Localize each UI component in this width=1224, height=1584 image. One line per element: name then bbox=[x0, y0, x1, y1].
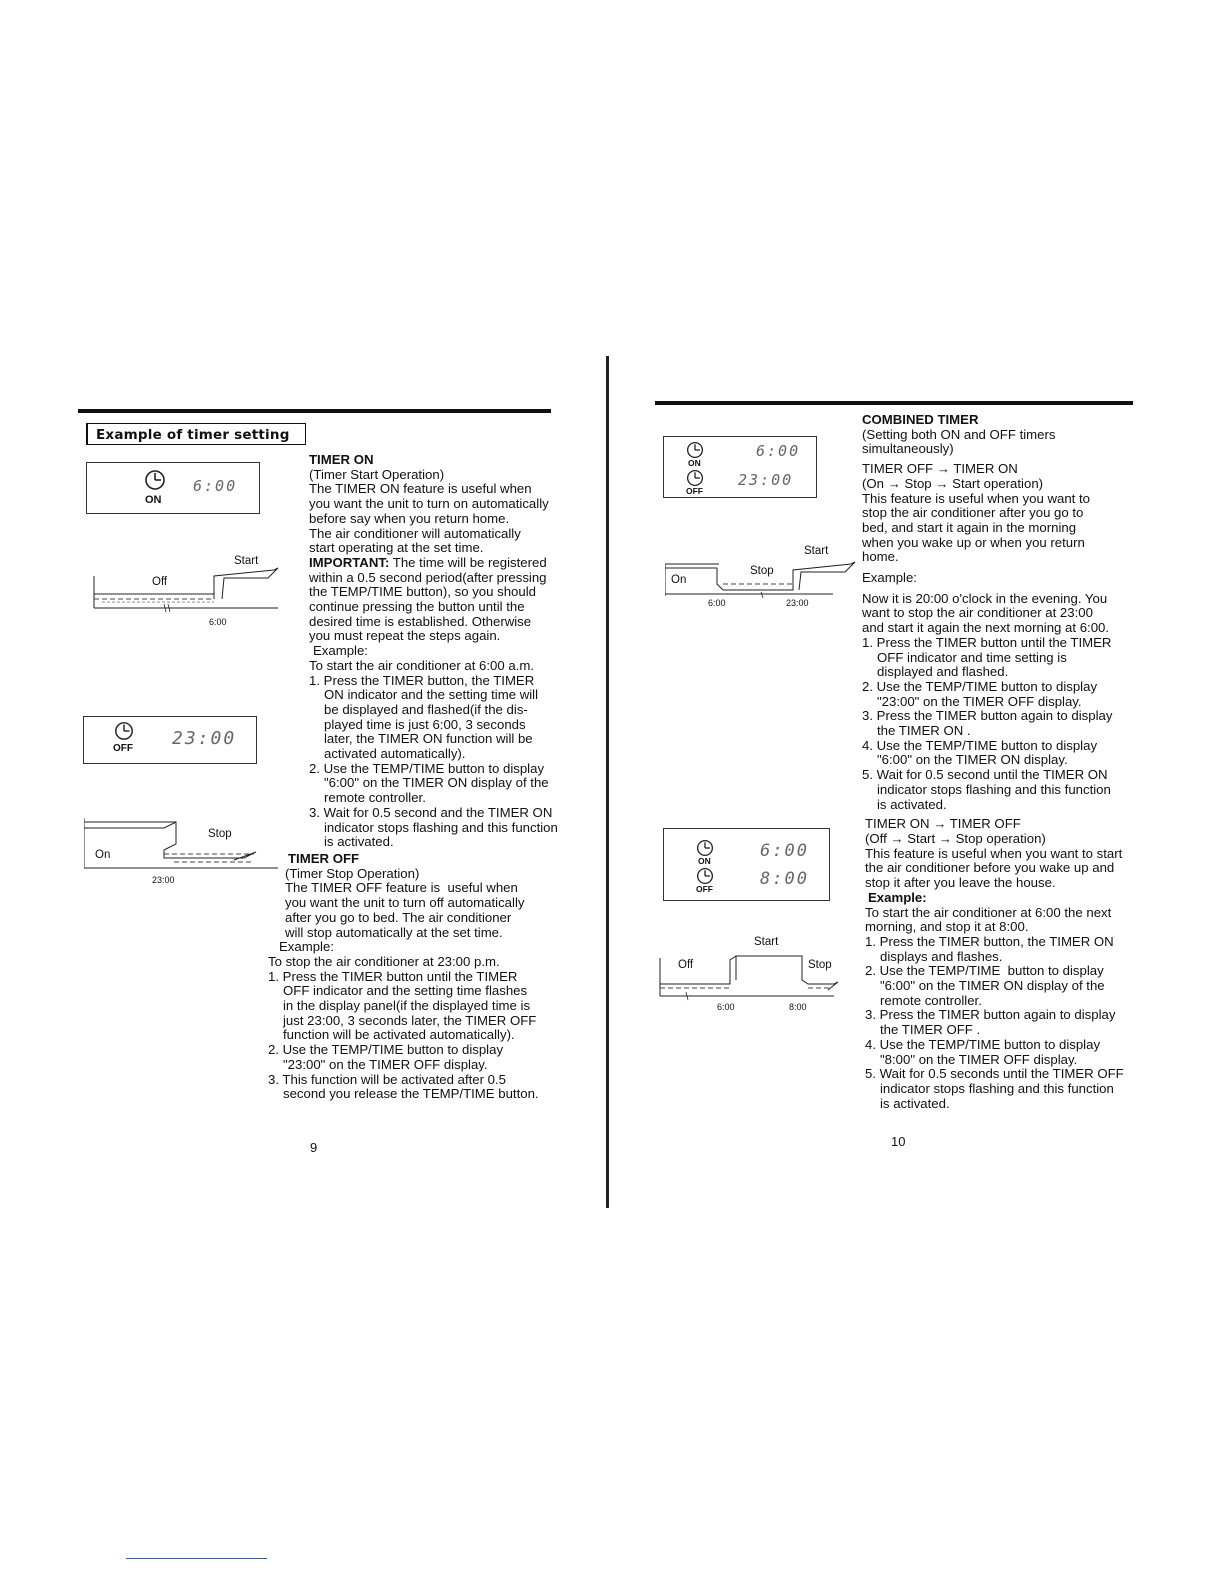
text-line: you must repeat the steps again. bbox=[309, 628, 501, 644]
display-time: 6:00 bbox=[193, 477, 238, 495]
mode1-steps bbox=[862, 636, 1152, 812]
step-line: 5. Wait for 0.5 second until the TIMER ON bbox=[862, 767, 1108, 783]
timer-off-description bbox=[285, 867, 568, 941]
step-continuation: "6:00" on the TIMER ON display of the bbox=[324, 775, 549, 791]
left-header-rule bbox=[78, 409, 551, 413]
text-line: (Timer Start Operation) bbox=[309, 466, 445, 482]
timer-on-display bbox=[86, 462, 260, 514]
text-line: Now it is 20:00 o'clock in the evening. You bbox=[862, 590, 1108, 606]
mode2-title: TIMER ON → TIMER OFF bbox=[865, 816, 1021, 832]
combined-chart-a bbox=[665, 554, 865, 604]
timer-on-chart bbox=[92, 556, 292, 628]
clock-icon bbox=[144, 469, 166, 491]
clock-icon bbox=[686, 441, 704, 459]
page-number: 9 bbox=[310, 1140, 318, 1155]
mode2-sub: (Off → Start → Stop operation) bbox=[865, 830, 1046, 846]
combined-timer-section bbox=[862, 413, 1152, 1111]
text-line: This feature is useful when you want to bbox=[862, 490, 1090, 506]
text-line: The TIMER OFF feature is useful when bbox=[285, 880, 518, 896]
mode2-example-label: Example: bbox=[868, 889, 927, 905]
step-line: 3. This function will be activated after 0.5 bbox=[268, 1071, 506, 1087]
step-continuation: remote controller. bbox=[880, 992, 982, 1008]
step-continuation: "23:00" on the TIMER OFF display. bbox=[877, 693, 1082, 709]
step-continuation: function will be activated automatically). bbox=[283, 1027, 515, 1043]
mode2-example bbox=[865, 906, 1152, 935]
text-line: The air conditioner will automatically bbox=[309, 525, 521, 541]
chart-time2-label: 23:00 bbox=[786, 598, 809, 608]
timer-on-description bbox=[309, 468, 579, 556]
timer-off-heading: TIMER OFF bbox=[288, 851, 360, 866]
on-time: 6:00 bbox=[756, 442, 801, 460]
text-line: (Timer Stop Operation) bbox=[285, 865, 420, 881]
on-label: ON bbox=[698, 856, 711, 866]
step-continuation: be displayed and flashed(if the dis- bbox=[324, 701, 528, 717]
combined-display-a bbox=[663, 436, 817, 498]
example-label: Example: bbox=[313, 643, 368, 659]
timer-off-section bbox=[268, 852, 568, 1102]
step-continuation: later, the TIMER ON function will be bbox=[324, 731, 533, 747]
step-line: 5. Wait for 0.5 seconds until the TIMER OFF bbox=[865, 1066, 1124, 1082]
combined-subtitle bbox=[862, 428, 1152, 457]
chart-event2-label: Start bbox=[804, 545, 829, 557]
step-continuation: displays and flashes. bbox=[880, 948, 1003, 964]
text-line: within a 0.5 second period(after pressing bbox=[309, 569, 547, 585]
step-continuation: in the display panel(if the displayed time is bbox=[283, 998, 531, 1014]
mode1-example bbox=[862, 592, 1152, 636]
display-time: 23:00 bbox=[172, 728, 237, 749]
step-continuation: the TIMER OFF . bbox=[880, 1022, 981, 1038]
section-title: Example of timer setting bbox=[86, 423, 306, 445]
timer-on-steps bbox=[309, 674, 579, 850]
text-line: desired time is established. Otherwise bbox=[309, 613, 532, 629]
important-label: IMPORTANT: bbox=[309, 554, 390, 570]
text-line: after you go to bed. The air conditioner bbox=[285, 909, 512, 925]
step-line: 4. Use the TEMP/TIME button to display bbox=[865, 1036, 1101, 1052]
important-lines bbox=[309, 571, 579, 645]
text-line: home. bbox=[862, 549, 899, 565]
chart-event2-label: Stop bbox=[808, 959, 832, 971]
step-continuation: is activated. bbox=[880, 1095, 950, 1111]
clock-icon bbox=[686, 469, 704, 487]
text-line: you want the unit to turn on automatically bbox=[309, 496, 549, 512]
step-line: 2. Use the TEMP/TIME button to display bbox=[309, 760, 545, 776]
text-line: want to stop the air conditioner at 23:00 bbox=[862, 605, 1093, 621]
text-line: and start it again the next morning at 6:00. bbox=[862, 620, 1110, 636]
mode1-sub: (On → Stop → Start operation) bbox=[862, 475, 1044, 491]
combined-chart-b bbox=[658, 950, 848, 1002]
text-line: start operating at the set time. bbox=[309, 540, 484, 556]
important-first-line: The time will be registered bbox=[389, 554, 547, 570]
step-line: 4. Use the TEMP/TIME button to display bbox=[862, 737, 1098, 753]
step-continuation: "8:00" on the TIMER OFF display. bbox=[880, 1051, 1078, 1067]
step-continuation: activated automatically). bbox=[324, 746, 466, 762]
text-line: bed, and start it again in the morning bbox=[862, 519, 1077, 535]
off-label: OFF bbox=[686, 486, 703, 496]
text-line: This feature is useful when you want to start bbox=[865, 845, 1123, 861]
on-time: 6:00 bbox=[760, 841, 809, 861]
step-continuation: played time is just 6:00, 3 seconds bbox=[324, 716, 526, 732]
mode1-title: TIMER OFF → TIMER ON bbox=[862, 461, 1018, 477]
mode1-description bbox=[862, 492, 1152, 566]
step-continuation: displayed and flashed. bbox=[877, 664, 1009, 680]
step-continuation: is activated. bbox=[324, 834, 394, 850]
clock-icon bbox=[114, 721, 134, 741]
example-intro: To stop the air conditioner at 23:00 p.m. bbox=[268, 953, 500, 969]
timer-off-display bbox=[83, 716, 257, 764]
page-divider bbox=[606, 356, 609, 1208]
off-time: 23:00 bbox=[738, 471, 794, 489]
step-line: 3. Press the TIMER button again to display bbox=[865, 1007, 1116, 1023]
page-number: 10 bbox=[891, 1134, 906, 1149]
chart-time1-label: 6:00 bbox=[717, 1002, 735, 1012]
combined-display-b bbox=[663, 828, 830, 901]
step-continuation: the TIMER ON . bbox=[877, 723, 971, 739]
text-line: you want the unit to turn off automatically bbox=[285, 895, 525, 911]
timer-off-chart bbox=[84, 816, 284, 872]
text-line: will stop automatically at the set time. bbox=[285, 924, 503, 940]
chart-time1-label: 6:00 bbox=[708, 598, 726, 608]
step-continuation: indicator stops flashing and this function bbox=[880, 1080, 1114, 1096]
step-line: 3. Press the TIMER button again to display bbox=[862, 708, 1113, 724]
step-continuation: "6:00" on the TIMER ON display. bbox=[877, 752, 1068, 768]
chart-event1-label: Start bbox=[754, 936, 779, 948]
clock-icon bbox=[696, 867, 714, 885]
text-line: before say when you return home. bbox=[309, 510, 510, 526]
off-time: 8:00 bbox=[760, 869, 809, 889]
chart-event-label: Start bbox=[234, 555, 259, 567]
text-line: morning, and stop it at 8:00. bbox=[865, 919, 1029, 935]
timer-on-section bbox=[309, 453, 579, 850]
chart-event-label: Stop bbox=[208, 828, 232, 840]
step-line: 2. Use the TEMP/TIME button to display bbox=[862, 678, 1098, 694]
text-line: stop the air conditioner after you go to bbox=[862, 505, 1084, 521]
step-line: 2. Use the TEMP/TIME button to display bbox=[865, 963, 1104, 979]
right-header-rule bbox=[655, 401, 1133, 405]
text-line: simultaneously) bbox=[862, 441, 954, 457]
step-continuation: "23:00" on the TIMER OFF display. bbox=[283, 1056, 488, 1072]
text-line: To start the air conditioner at 6:00 the next bbox=[865, 904, 1112, 920]
clock-icon bbox=[696, 839, 714, 857]
step-continuation: is activated. bbox=[877, 796, 947, 812]
example-intro: To start the air conditioner at 6:00 a.m. bbox=[309, 657, 535, 673]
step-line: 2. Use the TEMP/TIME button to display bbox=[268, 1042, 504, 1058]
text-line: (Setting both ON and OFF timers bbox=[862, 426, 1056, 442]
chart-state-label: On bbox=[95, 849, 111, 861]
step-continuation: second you release the TEMP/TIME button. bbox=[283, 1086, 539, 1102]
mode2-steps bbox=[865, 935, 1152, 1111]
chart-state-label: Off bbox=[678, 959, 694, 971]
step-continuation: remote controller. bbox=[324, 790, 426, 806]
step-continuation: ON indicator and the setting time will bbox=[324, 687, 539, 703]
on-label: ON bbox=[145, 494, 162, 506]
step-continuation: "6:00" on the TIMER ON display of the bbox=[880, 978, 1105, 994]
step-line: 3. Wait for 0.5 second and the TIMER ON bbox=[309, 804, 553, 820]
text-line: continue pressing the button until the bbox=[309, 599, 525, 615]
chart-time2-label: 8:00 bbox=[789, 1002, 807, 1012]
chart-state-label: Off bbox=[152, 576, 168, 588]
off-label: OFF bbox=[696, 884, 713, 894]
example-label: Example: bbox=[279, 939, 334, 955]
timer-off-steps bbox=[268, 970, 568, 1102]
step-continuation: OFF indicator and time setting is bbox=[877, 649, 1067, 665]
on-label: ON bbox=[688, 458, 701, 468]
text-line: when you wake up or when you return bbox=[862, 534, 1085, 550]
mode2-description bbox=[865, 847, 1152, 891]
step-line: 1. Press the TIMER button until the TIMER bbox=[268, 968, 518, 984]
off-label: OFF bbox=[113, 743, 133, 754]
step-continuation: OFF indicator and the setting time flashes bbox=[283, 983, 528, 999]
step-continuation: indicator stops flashing and this function bbox=[324, 819, 558, 835]
text-line: The TIMER ON feature is useful when bbox=[309, 481, 532, 497]
chart-event1-label: Stop bbox=[750, 565, 774, 577]
blue-link-line bbox=[126, 1558, 267, 1559]
combined-heading: COMBINED TIMER bbox=[862, 412, 979, 427]
mode1-example-label: Example: bbox=[862, 570, 917, 586]
step-line: 1. Press the TIMER button, the TIMER bbox=[309, 672, 535, 688]
timer-on-heading: TIMER ON bbox=[309, 452, 374, 467]
step-continuation: just 23:00, 3 seconds later, the TIMER OFF bbox=[283, 1012, 537, 1028]
step-line: 1. Press the TIMER button until the TIMER bbox=[862, 634, 1112, 650]
chart-state-label: On bbox=[671, 574, 687, 586]
text-line: the air conditioner before you wake up and bbox=[865, 860, 1115, 876]
text-line: stop it after you leave the house. bbox=[865, 875, 1056, 891]
chart-time-label: 6:00 bbox=[209, 617, 227, 627]
chart-time-label: 23:00 bbox=[152, 875, 175, 885]
important-note bbox=[309, 556, 579, 571]
step-line: 1. Press the TIMER button, the TIMER ON bbox=[865, 933, 1114, 949]
step-continuation: indicator stops flashing and this function bbox=[877, 781, 1111, 797]
text-line: the TEMP/TIME button), so you should bbox=[309, 584, 536, 600]
